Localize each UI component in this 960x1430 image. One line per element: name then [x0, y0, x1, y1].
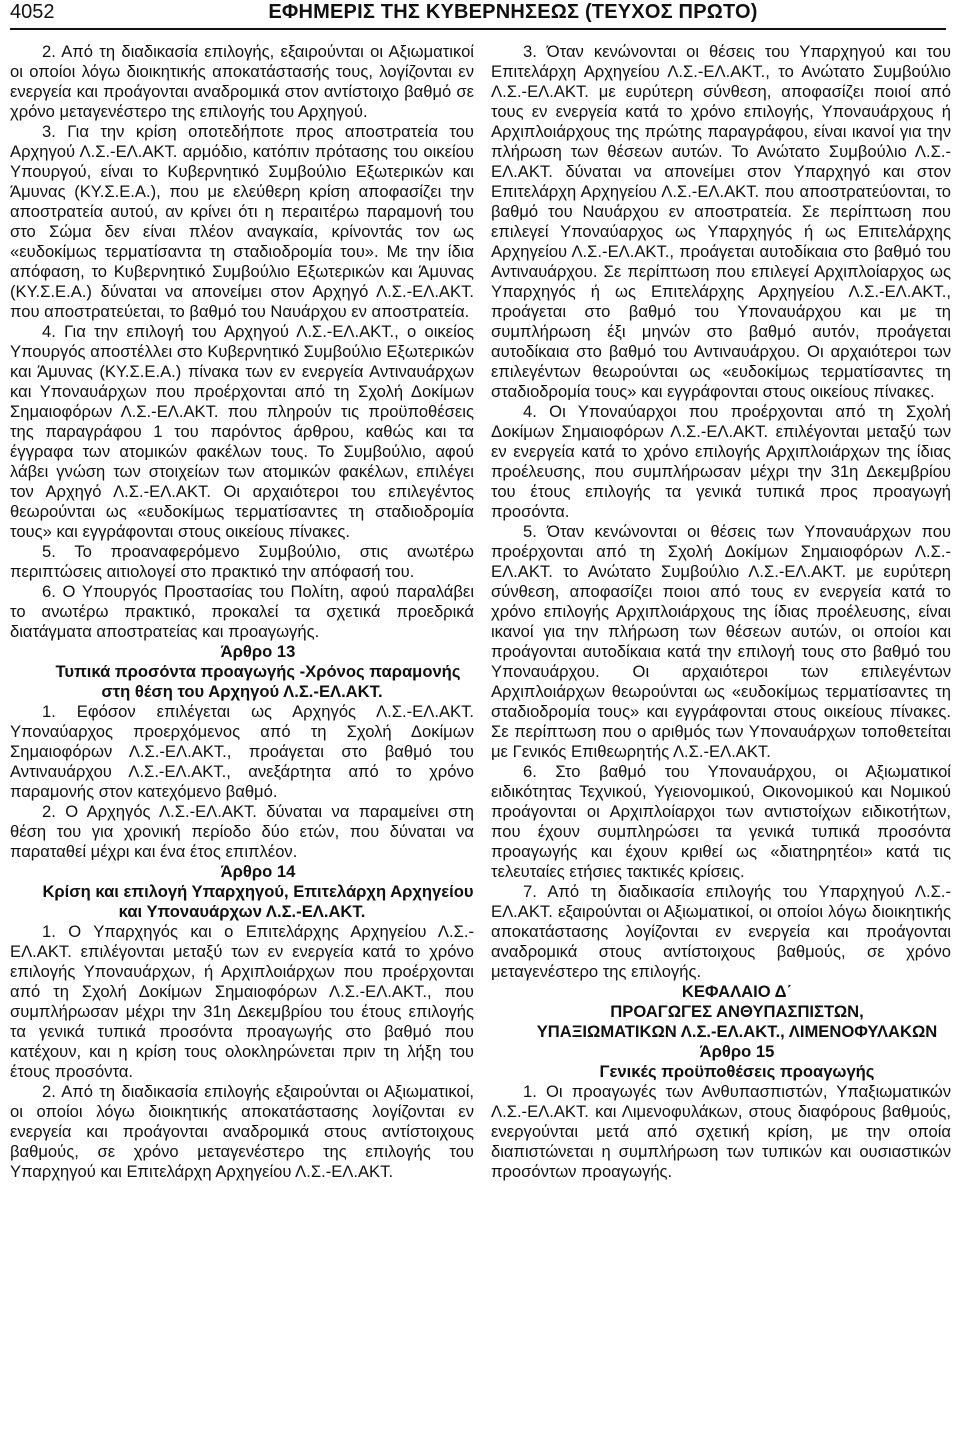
paragraph: 5. Το προαναφερόμενο Συμβούλιο, στις ανωτέρω περιπτώσεις αιτιολογεί στο πρακτικό την απόφασή του.: [10, 542, 474, 581]
left-column: [10, 42, 474, 1182]
paragraph: 7. Από τη διαδικασία επιλογής του Υπαρχηγού Λ.Σ.-ΕΛ.ΑΚΤ. εξαιρούνται οι Αξιωματικοί, οι οποίοι λόγω διοικητικής αποκατάστασης λογίζονται εν ενεργεία και προάγονται αναδρομικά στους αντίστοιχους βαθμούς, σε χρόνο μεταγενέστερο της επιλογής.: [491, 882, 951, 981]
paragraph: 2. Ο Αρχηγός Λ.Σ.-ΕΛ.ΑΚΤ. δύναται να παραμείνει στη θέση του για χρονική περίοδο δύο ετών, που δύναται να παραταθεί μέχρι και ένα έτος επιπλέον.: [10, 802, 474, 861]
paragraph: 1. Ο Υπαρχηγός και ο Επιτελάρχης Αρχηγείου Λ.Σ.-ΕΛ.ΑΚΤ. επιλέγονται μεταξύ των εν ενεργεία κατά το χρόνο επιλογής Υποναυάρχων, ή Αρχιπλοιάρχων που προέρχονται από τη Σχολή Δοκίμων Σημαιοφόρων Λ.Σ.-ΕΛ.ΑΚΤ., που συμπλήρωσαν μέχρι την 31η Δεκεμβρίου του έτους επιλογής τα γενικά τυπικά προσόντα προαγωγής στο βαθμό που κατέχουν, και η κρίση τους ολοκληρώνεται πριν τη λήξη του έτους προσόντα.: [10, 922, 474, 1081]
paragraph: 3. Όταν κενώνονται οι θέσεις του Υπαρχηγού και του Επιτελάρχη Αρχηγείου Λ.Σ.-ΕΛ.ΑΚΤ., το Ανώτατο Συμβούλιο Λ.Σ.-ΕΛ.ΑΚΤ. με ευρύτερη σύνθεση, αποφασίζει ποιοί από τους εν ενεργεία κατά το χρόνο επιλογής, Υποναυάρχους ή Αρχιπλοιάρχους της πρώτης παραγράφου, είναι ικανοί για την πλήρωση των θέσεων αυτών. Το Ανώτατο Συμβούλιο Λ.Σ.-ΕΛ.ΑΚΤ. δύναται να απονείμει στον Υπαρχηγό και στον Επιτελάρχη Αρχηγείου Λ.Σ.-ΕΛ.ΑΚΤ. που αποστρατεύονται, το βαθμό του Ναυάρχου εν αποστρατεία. Σε περίπτωση που επιλεγεί Υποναύαρχος ως Υπαρχηγός ή ως Επιτελάρχης Αρχηγείου Λ.Σ.-ΕΛ.ΑΚΤ., προάγεται αυτοδίκαια στο βαθμό του Αντιναυάρχου. Σε περίπτωση που επιλεγεί Αρχιπλοίαρχος ως Υπαρχηγός ή ως Επιτελάρχης Αρχηγείου Λ.Σ.-ΕΛ.ΑΚΤ., προάγεται στο βαθμό του Υποναυάρχου και με τη συμπλήρωση έξι μηνών στο βαθμό αυτόν, προάγεται αυτοδίκαια στο βαθμό του Αντιναυάρχου. Οι αρχαιότεροι των επιλεγέντων θεωρούνται ως «ευδοκίμως τερματίσαντες τη σταδιοδρομία τους» και εγγράφονται στους οικείους πίνακες.: [491, 42, 951, 401]
paragraph: 2. Από τη διαδικασία επιλογής, εξαιρούνται οι Αξιωματικοί οι οποίοι λόγω διοικητικής αποκατάστασής τους, λογίζονται εν ενεργεία και προάγονται αναδρομικά στον αντίστοιχο βαθμό σε χρόνο μεταγενέστερο της επιλογής του Αρχηγού.: [10, 42, 474, 121]
paragraph: 3. Για την κρίση οποτεδήποτε προς αποστρατεία του Αρχηγού Λ.Σ.-ΕΛ.ΑΚΤ. αρμόδιο, κατόπιν πρότασης του οικείου Υπουργού, είναι το Κυβερνητικό Συμβούλιο Εξωτερικών και Άμυνας (ΚΥ.Σ.Ε.Α.), που με ελεύθερη κρίση αποφασίζει την αποστρατεία αυτού, αν κρίνει ότι η περαιτέρω παραμονή του στο Σώμα δεν είναι πλέον αναγκαία, κρίνοντάς τον ως «ευδοκίμως τερματίσαντα τη σταδιοδρομία του». Με την ίδια απόφαση, το Κυβερνητικό Συμβούλιο Εξωτερικών και Άμυνας (ΚΥ.Σ.Ε.Α.) δύναται να απονείμει στον Αρχηγό Λ.Σ.-ΕΛ.ΑΚΤ. που αποστρατεύεται, το βαθμό του Ναυάρχου εν αποστρατεία.: [10, 122, 474, 321]
chapter-title-line-1: ΠΡΟΑΓΩΓΕΣ ΑΝΘΥΠΑΣΠΙΣΤΩΝ,: [610, 1002, 864, 1021]
article-15-title: Γενικές προϋποθέσεις προαγωγής: [599, 1062, 875, 1081]
article-15-number: Άρθρο 15: [699, 1042, 775, 1061]
paragraph: 6. Στο βαθμό του Υποναυάρχου, οι Αξιωματικοί ειδικότητας Τεχνικού, Υγειονομικού, Οικονομικού και Νομικού προάγονται οι Αρχιπλοίαρχοι των αντιστοίχων ειδικοτήτων, που έχουν συμπληρώσει τα γενικά τυπικά προσόντα προαγωγής και έχουν κριθεί ως «διατηρητέοι» κατά τις τελευταίες ετήσιες τακτικές κρίσεις.: [491, 762, 951, 881]
chapter-number: ΚΕΦΑΛΑΙΟ Δ΄: [681, 982, 793, 1001]
page-number: 4052: [10, 1, 55, 23]
paragraph: 4. Για την επιλογή του Αρχηγού Λ.Σ.-ΕΛ.ΑΚΤ., ο οικείος Υπουργός αποστέλλει στο Κυβερνητικό Συμβούλιο Εξωτερικών και Άμυνας (ΚΥ.Σ.Ε.Α.) πίνακα των εν ενεργεία Αντιναυάρχων και Υποναυάρχων που προέρχονται από τη Σχολή Δοκίμων Σημαιοφόρων Λ.Σ.-ΕΛ.ΑΚΤ. που πληρούν τις προϋποθέσεις της παραγράφου 1 του παρόντος άρθρου, καθώς και τα έγγραφα των ατομικών φακέλων τους. Το Συμβούλιο, αφού λάβει γνώση των στοιχείων των ατομικών φακέλων, επιλέγει τον Αρχηγό Λ.Σ.-ΕΛ.ΑΚΤ. Οι αρχαιότεροι του επιλεγέντος θεωρούνται ως «ευδοκίμως τερματίσαντες τη σταδιοδρομία τους» και εγγράφονται στους οικείους πίνακες.: [10, 322, 474, 541]
article-14-number: Άρθρο 14: [220, 862, 296, 881]
paragraph: 5. Όταν κενώνονται οι θέσεις των Υποναυάρχων που προέρχονται από τη Σχολή Δοκίμων Σημαιοφόρων Λ.Σ.-ΕΛ.ΑΚΤ. το Ανώτατο Συμβούλιο Λ.Σ.-ΕΛ.ΑΚΤ. με ευρύτερη σύνθεση, αποφασίζει ποιοι από τους εν ενεργεία κατά το χρόνο επιλογής Αρχιπλοιάρχους της ίδιας προέλευσης, είναι ικανοί για την πλήρωση των θέσεων αυτών, οι οποίοι και προάγονται αυτοδίκαια κατά την επιλογή τους στο βαθμό του Υποναυάρχου. Οι αρχαιότεροι των επιλεγέντων Αρχιπλοιάρχων θεωρούνται ως «ευδοκίμως τερματίσαντες τη σταδιοδρομία τους» και εγγράφονται στους οικείους πίνακες. Σε περίπτωση που ο αριθμός των Υποναυάρχων τοποθετείται με Γενικός Επιθεωρητής Λ.Σ.-ΕΛ.ΑΚΤ.: [491, 522, 951, 761]
journal-title: ΕΦΗΜΕΡΙΣ ΤΗΣ ΚΥΒΕΡΝΗΣΕΩΣ (ΤΕΥΧΟΣ ΠΡΩΤΟ): [268, 1, 758, 23]
paragraph: 1. Εφόσον επιλέγεται ως Αρχηγός Λ.Σ.-ΕΛ.ΑΚΤ. Υποναύαρχος προερχόμενος από τη Σχολή Δοκίμων Σημαιοφόρων Λ.Σ.-ΕΛ.ΑΚΤ., προάγεται στο βαθμό του Αντιναυάρχου Λ.Σ.-ΕΛ.ΑΚΤ., ανεξάρτητα από το χρόνο παραμονής στον κατεχόμενο βαθμό.: [10, 702, 474, 801]
article-13-title: Τυπικά προσόντα προαγωγής -Χρόνος παραμονής στη θέση του Αρχηγού Λ.Σ.-ΕΛ.ΑΚΤ.: [55, 662, 461, 701]
chapter-title-line-2: ΥΠΑΞΙΩΜΑΤΙΚΩΝ Λ.Σ.-ΕΛ.ΑΚΤ., ΛΙΜΕΝΟΦΥΛΑΚΩΝ: [536, 1022, 938, 1041]
article-13-number: Άρθρο 13: [220, 642, 296, 661]
page-header: [10, 0, 946, 30]
paragraph: 1. Οι προαγωγές των Ανθυπασπιστών, Υπαξιωματικών Λ.Σ.-ΕΛ.ΑΚΤ. και Λιμενοφυλάκων, στους διαφόρους βαθμούς, ενεργούνται μετά από σχετική κρίση, με την οποία διαπιστώνεται η συμπλήρωση των τυπικών και ουσιαστικών προσόντων προαγωγής.: [491, 1082, 951, 1181]
paragraph: 6. Ο Υπουργός Προστασίας του Πολίτη, αφού παραλάβει το ανωτέρω πρακτικό, προκαλεί τα σχετικά προεδρικά διατάγματα αποστρατείας και προαγωγής.: [10, 582, 474, 641]
paragraph: 4. Οι Υποναύαρχοι που προέρχονται από τη Σχολή Δοκίμων Σημαιοφόρων Λ.Σ.-ΕΛ.ΑΚΤ. επιλέγονται μεταξύ των εν ενεργεία κατά το χρόνο επιλογής Αρχιπλοιάρχων της ίδιας προέλευσης, που συμπλήρωσαν μέχρι την 31η Δεκεμβρίου του έτους επιλογής τα γενικά τυπικά προς προαγωγή προσόντα.: [491, 402, 951, 521]
article-14-title: Κρίση και επιλογή Υπαρχηγού, Επιτελάρχη Αρχηγείου και Υποναυάρχων Λ.Σ.-ΕΛ.ΑΚΤ.: [42, 882, 474, 921]
paragraph: 2. Από τη διαδικασία επιλογής εξαιρούνται οι Αξιωματικοί, οι οποίοι λόγω διοικητικής αποκατάστασης λογίζονται εν ενεργεία και προάγονται αναδρομικά στους αντίστοιχους βαθμούς, σε χρόνο μεταγενέστερο της επιλογής του Υπαρχηγού και Επιτελάρχη Αρχηγείου Λ.Σ.-ΕΛ.ΑΚΤ.: [10, 1082, 474, 1181]
right-column: [491, 42, 951, 1182]
